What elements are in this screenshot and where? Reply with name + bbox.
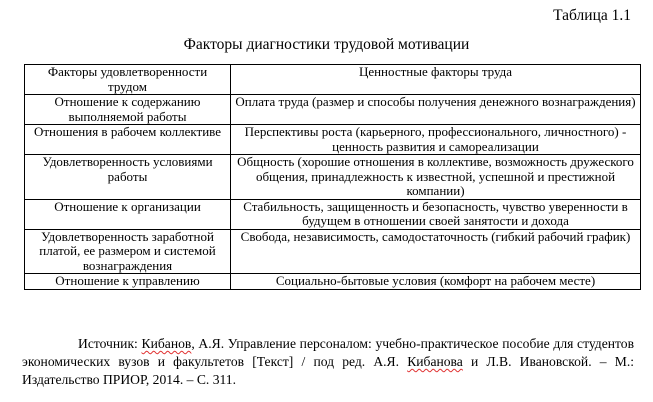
table-row xyxy=(25,199,641,229)
value-cell: Оплата труда (размер и способы получения денежного вознаграждения) xyxy=(231,95,641,125)
source-citation xyxy=(22,335,634,389)
source-text-part: и Л.В. Ивановской. – М.: Издательство ПРИОР, 2014. – С. 311. xyxy=(22,354,634,387)
value-cell: Социально-бытовые условия (комфорт на рабочем месте) xyxy=(231,274,641,290)
factor-cell: Удовлетворенность заработной платой, ее размером и системой вознаграждения xyxy=(25,229,231,274)
source-text-part: Источник: xyxy=(78,336,142,351)
factor-cell: Отношение к организации xyxy=(25,199,231,229)
value-cell: Перспективы роста (карьерного, профессионального, личностного) - ценность развития и самореализации xyxy=(231,125,641,155)
spellcheck-flagged-word: Кибанов xyxy=(141,336,192,351)
factor-cell: Отношение к управлению xyxy=(25,274,231,290)
table-row xyxy=(25,155,641,200)
table-number-label: Таблица 1.1 xyxy=(553,7,631,24)
table-row xyxy=(25,274,641,290)
table-header-row xyxy=(25,65,641,95)
table-row xyxy=(25,95,641,125)
motivation-factors-table xyxy=(24,64,641,290)
value-cell: Стабильность, защищенность и безопасность, чувство уверенности в будущем в отношении своей занятости и дохода xyxy=(231,199,641,229)
table-title: Факторы диагностики трудовой мотивации xyxy=(183,36,470,53)
table-row xyxy=(25,229,641,274)
value-cell: Свобода, независимость, самодостаточность (гибкий рабочий график) xyxy=(231,229,641,274)
spellcheck-flagged-word: Кибанова xyxy=(407,354,463,369)
table-row xyxy=(25,125,641,155)
column-header-value-factors: Ценностные факторы труда xyxy=(231,65,641,95)
factor-cell: Отношение к содержанию выполняемой работы xyxy=(25,95,231,125)
column-header-satisfaction-factors: Факторы удовлетворенности трудом xyxy=(25,65,231,95)
value-cell: Общность (хорошие отношения в коллективе, возможность дружеского общения, принадлежность к известной, успешной и престижной компании) xyxy=(231,155,641,200)
factor-cell: Отношения в рабочем коллективе xyxy=(25,125,231,155)
factor-cell: Удовлетворенность условиями работы xyxy=(25,155,231,200)
source-text-part: , А.Я. Управление персоналом: учебно-практическое пособие для студентов экономических вузов и факультетов [Текст] / под ред. А.Я. xyxy=(22,336,634,369)
